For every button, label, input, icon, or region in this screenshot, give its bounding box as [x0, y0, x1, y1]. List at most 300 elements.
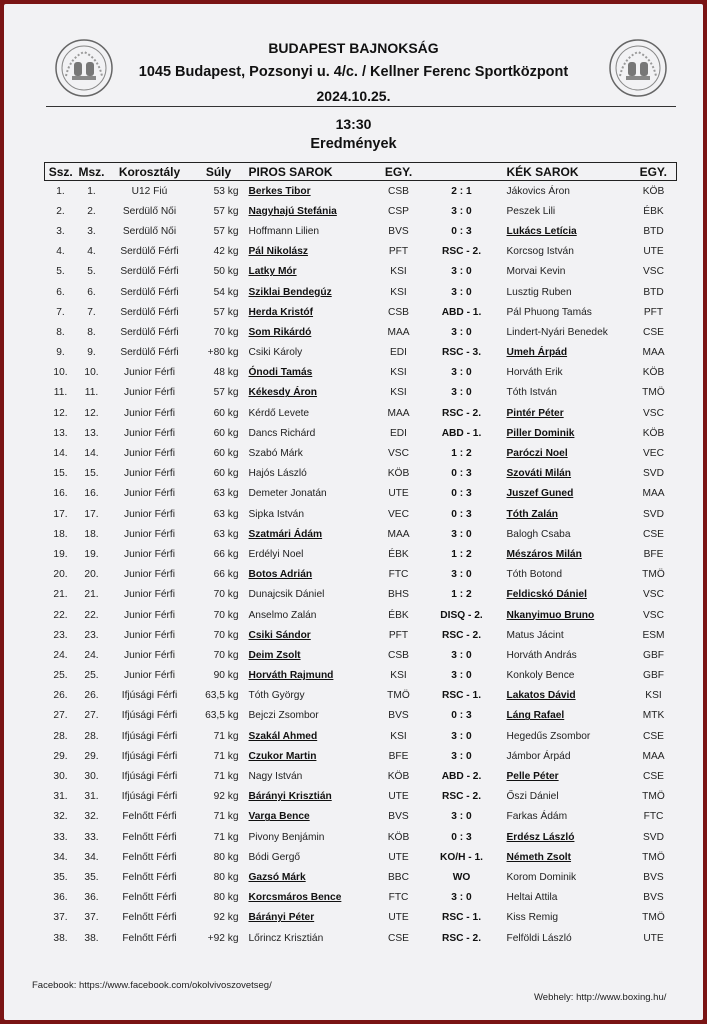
blue-fighter: Jámbor Árpád	[506, 750, 571, 762]
row-age-group: Ifjúsági Férfi	[121, 710, 178, 722]
blue-club: VSC	[643, 589, 664, 601]
row-weight: 54 kg	[213, 286, 239, 298]
blue-fighter: Tóth István	[506, 387, 557, 399]
row-msz: 27.	[84, 710, 99, 722]
blue-fighter: Kiss Remig	[506, 912, 559, 924]
red-club: FTC	[388, 892, 409, 904]
red-fighter	[245, 645, 377, 665]
table-row	[45, 443, 677, 463]
venue-address: 1045 Budapest, Pozsonyi u. 4/c. / Kellner Ferenc Sportközpont	[138, 64, 569, 80]
blue-club: VSC	[643, 609, 664, 621]
bout-result: 3 : 0	[451, 367, 472, 379]
red-fighter: Szabó Márk	[248, 448, 303, 460]
row-weight: 70 kg	[213, 649, 239, 661]
red-club: BFE	[388, 750, 409, 762]
bout-result: ABD - 1.	[441, 427, 482, 439]
row-msz: 12.	[84, 407, 99, 419]
bout-result: KO/H - 1.	[439, 851, 484, 863]
row-weight: 70 kg	[213, 629, 239, 641]
table-row	[45, 363, 677, 383]
row-weight: 60 kg	[213, 407, 239, 419]
blue-fighter: Korom Dominik	[506, 871, 577, 883]
table-row	[45, 423, 677, 443]
website-link[interactable]: Webhely: http://www.boxing.hu/	[534, 992, 667, 1003]
red-club: MAA	[387, 407, 410, 419]
red-fighter: Hoffmann Lilien	[248, 225, 320, 237]
red-fighter: Erdélyi Noel	[248, 548, 304, 560]
bout-result: RSC - 2.	[441, 246, 482, 258]
col-blue-corner: KÉK SAROK	[503, 163, 631, 181]
row-msz: 7.	[87, 306, 96, 318]
winner-name: Feldicskó Dániel	[506, 589, 587, 601]
red-club: KÖB	[387, 771, 410, 783]
row-ssz: 20.	[53, 569, 68, 581]
red-fighter	[245, 181, 377, 202]
row-weight: 70 kg	[213, 589, 239, 601]
red-fighter	[245, 201, 377, 221]
table-row	[45, 282, 677, 302]
row-ssz: 27.	[53, 710, 68, 722]
row-age-group: Junior Férfi	[124, 609, 175, 621]
red-fighter	[245, 524, 377, 544]
winner-name: Botos Adrián	[248, 569, 313, 581]
row-weight: +92 kg	[207, 932, 239, 944]
row-msz: 11.	[84, 387, 99, 399]
row-ssz: 29.	[53, 750, 68, 762]
table-row	[45, 787, 677, 807]
col-red-club: EGY.	[377, 163, 421, 181]
blue-club: GBF	[643, 649, 664, 661]
row-weight: 60 kg	[213, 468, 239, 480]
blue-club: PFT	[643, 306, 664, 318]
row-weight: 70 kg	[213, 609, 239, 621]
row-ssz: 17.	[53, 508, 68, 520]
red-fighter	[245, 888, 377, 908]
red-club: KSI	[390, 730, 407, 742]
blue-club: TMÖ	[642, 569, 665, 581]
row-msz: 15.	[84, 468, 99, 480]
row-msz: 34.	[84, 851, 99, 863]
red-fighter: Bejczi Zsombor	[248, 710, 319, 722]
blue-fighter	[503, 686, 631, 706]
row-age-group: Serdülő Férfi	[120, 266, 179, 278]
red-fighter	[245, 383, 377, 403]
blue-fighter	[503, 343, 631, 363]
row-msz: 10.	[84, 367, 99, 379]
row-msz: 33.	[84, 831, 99, 843]
red-fighter	[245, 363, 377, 383]
row-msz: 13.	[84, 427, 99, 439]
winner-name: Herda Kristóf	[248, 306, 314, 318]
row-age-group: Ifjúsági Férfi	[121, 791, 178, 803]
winner-name: Lakatos Dávid	[506, 690, 576, 702]
winner-name: Szakál Ahmed	[248, 730, 318, 742]
blue-club: GBF	[643, 670, 664, 682]
red-fighter	[245, 666, 377, 686]
table-row	[45, 726, 677, 746]
blue-club: TMÖ	[642, 791, 665, 803]
table-row	[45, 746, 677, 766]
bout-result: 3 : 0	[451, 387, 472, 399]
winner-name: Piller Dominik	[506, 427, 575, 439]
bout-result: RSC - 1.	[441, 912, 482, 924]
blue-club: BVS	[643, 871, 664, 883]
blue-fighter: Morvai Kevin	[506, 266, 566, 278]
bout-result: 1 : 2	[451, 548, 472, 560]
red-club: EDI	[390, 427, 407, 439]
table-row	[45, 504, 677, 524]
red-club: ÉBK	[388, 609, 409, 621]
row-msz: 9.	[87, 347, 96, 359]
table-row	[45, 585, 677, 605]
col-msz: Msz.	[78, 164, 105, 179]
facebook-link[interactable]: Facebook: https://www.facebook.com/okolvivoszovetseg/	[32, 980, 272, 991]
bout-result: ABD - 2.	[441, 771, 482, 783]
blue-club: CSE	[643, 730, 664, 742]
row-age-group: Junior Férfi	[124, 407, 175, 419]
row-age-group: Serdülő Férfi	[120, 347, 179, 359]
blue-club: SVD	[643, 468, 664, 480]
row-ssz: 22.	[53, 609, 68, 621]
table-row	[45, 343, 677, 363]
red-fighter: Pivony Benjámin	[248, 831, 325, 843]
blue-club: ESM	[642, 629, 665, 641]
row-weight: 63,5 kg	[205, 690, 239, 702]
blue-fighter	[503, 706, 631, 726]
blue-club: KÖB	[642, 185, 665, 197]
row-msz: 35.	[84, 871, 99, 883]
row-ssz: 19.	[53, 548, 68, 560]
row-weight: 71 kg	[213, 730, 239, 742]
row-age-group: Serdülő Férfi	[120, 326, 179, 338]
red-club: PFT	[388, 246, 409, 258]
row-msz: 22.	[84, 609, 99, 621]
blue-club: KSI	[645, 690, 662, 702]
col-result	[421, 163, 503, 181]
blue-club: SVD	[643, 831, 664, 843]
blue-club: ÉBK	[643, 205, 664, 217]
winner-name: Paróczi Noel	[506, 448, 568, 460]
blue-club: FTC	[643, 811, 664, 823]
col-weight: Súly	[193, 163, 245, 181]
red-fighter	[245, 746, 377, 766]
row-age-group: Felnőtt Férfi	[122, 871, 177, 883]
winner-name: Szatmári Ádám	[248, 528, 323, 540]
red-club: PFT	[388, 629, 409, 641]
red-club: CSE	[388, 932, 409, 944]
red-fighter: Kérdő Levete	[248, 407, 310, 419]
row-weight: 92 kg	[213, 912, 239, 924]
row-age-group: Felnőtt Férfi	[122, 912, 177, 924]
winner-name: Varga Bence	[248, 811, 310, 823]
row-weight: 66 kg	[213, 569, 239, 581]
row-weight: 63 kg	[213, 528, 239, 540]
red-club: UTE	[388, 851, 409, 863]
red-club: BVS	[388, 811, 409, 823]
winner-name: Deim Zsolt	[248, 649, 301, 661]
table-row	[45, 322, 677, 342]
red-fighter	[245, 787, 377, 807]
table-row	[45, 464, 677, 484]
row-age-group: Junior Férfi	[124, 528, 175, 540]
red-club: EDI	[390, 347, 407, 359]
row-ssz: 11.	[53, 387, 68, 399]
blue-fighter: Őszi Dániel	[506, 791, 559, 803]
winner-name: Bárányi Krisztián	[248, 791, 332, 803]
red-fighter: Bódi Gergő	[248, 851, 301, 863]
row-msz: 5.	[87, 266, 96, 278]
red-fighter: Hajós László	[248, 468, 307, 480]
blue-fighter	[503, 847, 631, 867]
row-ssz: 7.	[56, 306, 65, 318]
blue-club: TMÖ	[642, 851, 665, 863]
row-ssz: 13.	[53, 427, 68, 439]
row-age-group: Junior Férfi	[124, 488, 175, 500]
row-age-group: Felnőtt Férfi	[122, 831, 177, 843]
bout-result: 0 : 3	[451, 508, 472, 520]
bout-result: 1 : 2	[451, 448, 472, 460]
red-club: KÖB	[387, 468, 410, 480]
bout-result: ABD - 1.	[441, 306, 482, 318]
col-blue-club: EGY.	[631, 163, 677, 181]
row-weight: 48 kg	[213, 367, 239, 379]
row-msz: 29.	[84, 750, 99, 762]
row-msz: 14.	[84, 448, 99, 460]
row-weight: 60 kg	[213, 448, 239, 460]
row-age-group: Felnőtt Férfi	[122, 932, 177, 944]
bout-result: 0 : 3	[451, 831, 472, 843]
row-ssz: 33.	[53, 831, 68, 843]
row-ssz: 21.	[53, 589, 68, 601]
row-ssz: 37.	[53, 912, 68, 924]
blue-fighter: Jákovics Áron	[506, 185, 570, 197]
bout-result: 3 : 0	[451, 670, 472, 682]
col-ssz: Ssz.	[45, 163, 77, 181]
bout-result: 2 : 1	[451, 185, 472, 197]
table-row	[45, 645, 677, 665]
table-row	[45, 201, 677, 221]
red-club: UTE	[388, 791, 409, 803]
row-ssz: 35.	[53, 871, 68, 883]
row-age-group: Junior Férfi	[124, 367, 175, 379]
bout-result: 1 : 2	[451, 589, 472, 601]
row-msz: 3.	[87, 225, 96, 237]
row-weight: 42 kg	[213, 246, 239, 258]
blue-club: TMÖ	[642, 912, 665, 924]
blue-fighter: Balogh Csaba	[506, 528, 571, 540]
table-row	[45, 383, 677, 403]
row-age-group: Felnőtt Férfi	[122, 851, 177, 863]
red-fighter	[245, 807, 377, 827]
red-fighter	[245, 282, 377, 302]
blue-fighter	[503, 585, 631, 605]
table-row	[45, 827, 677, 847]
blue-club: UTE	[643, 932, 664, 944]
row-ssz: 30.	[53, 771, 68, 783]
red-club: BVS	[388, 225, 409, 237]
blue-club: VSC	[643, 266, 664, 278]
bout-result: 0 : 3	[451, 488, 472, 500]
table-row	[45, 302, 677, 322]
blue-club: CSE	[643, 771, 664, 783]
row-msz: 17.	[84, 508, 99, 520]
bout-result: RSC - 1.	[441, 690, 482, 702]
row-age-group: Serdülő Női	[122, 205, 177, 217]
table-row	[45, 686, 677, 706]
red-club: BBC	[388, 871, 409, 883]
bout-result: 3 : 0	[451, 750, 472, 762]
results-sheet	[4, 4, 703, 1020]
bout-result: RSC - 2.	[441, 407, 482, 419]
blue-club: TMÖ	[642, 387, 665, 399]
row-age-group: Ifjúsági Férfi	[121, 690, 178, 702]
row-msz: 16.	[84, 488, 99, 500]
bout-result: 0 : 3	[451, 225, 472, 237]
row-ssz: 4.	[56, 246, 65, 258]
row-msz: 21.	[84, 589, 99, 601]
row-ssz: 8.	[56, 326, 65, 338]
winner-name: Korcsmáros Bence	[248, 892, 342, 904]
red-fighter: Sipka István	[248, 508, 304, 520]
row-msz: 30.	[84, 771, 99, 783]
red-fighter	[245, 242, 377, 262]
blue-fighter: Pál Phuong Tamás	[506, 306, 592, 318]
row-ssz: 23.	[53, 629, 68, 641]
bout-result: 3 : 0	[451, 205, 472, 217]
row-msz: 37.	[84, 912, 99, 924]
winner-name: Erdész László	[506, 831, 575, 843]
red-fighter	[245, 908, 377, 928]
event-date: 2024.10.25.	[316, 88, 391, 104]
bout-result: RSC - 2.	[441, 932, 482, 944]
winner-name: Pál Nikolász	[248, 246, 308, 258]
winner-name: Berkes Tibor	[248, 185, 311, 197]
blue-fighter: Heltai Attila	[506, 892, 558, 904]
row-age-group: Serdülő Férfi	[120, 306, 179, 318]
row-age-group: Felnőtt Férfi	[122, 892, 177, 904]
blue-fighter	[503, 504, 631, 524]
red-club: CSB	[388, 185, 409, 197]
red-fighter: Dancs Richárd	[248, 427, 316, 439]
row-weight: 80 kg	[213, 892, 239, 904]
bout-result: RSC - 2.	[441, 629, 482, 641]
row-ssz: 1.	[56, 185, 65, 197]
red-fighter: Lőrincz Krisztián	[248, 932, 324, 944]
table-row	[45, 847, 677, 867]
row-ssz: 15.	[53, 468, 68, 480]
blue-club: MTK	[642, 710, 665, 722]
red-club: UTE	[388, 912, 409, 924]
row-ssz: 18.	[53, 528, 68, 540]
red-club: VEC	[388, 508, 409, 520]
winner-name: Csiki Sándor	[248, 629, 311, 641]
table-row	[45, 888, 677, 908]
row-age-group: Ifjúsági Férfi	[121, 771, 178, 783]
row-ssz: 34.	[53, 851, 68, 863]
winner-name: Lukács Letícia	[506, 225, 577, 237]
row-msz: 2.	[87, 205, 96, 217]
row-weight: 60 kg	[213, 427, 239, 439]
bout-result: 3 : 0	[451, 266, 472, 278]
row-age-group: Serdülő Női	[122, 225, 177, 237]
row-msz: 36.	[84, 892, 99, 904]
blue-club: MAA	[642, 488, 665, 500]
row-weight: 92 kg	[213, 791, 239, 803]
red-club: BVS	[388, 710, 409, 722]
row-age-group: U12 Fiú	[131, 185, 168, 197]
table-row	[45, 565, 677, 585]
row-msz: 1.	[87, 185, 96, 197]
red-fighter	[245, 322, 377, 342]
blue-club: UTE	[643, 246, 664, 258]
blue-fighter	[503, 484, 631, 504]
row-age-group: Junior Férfi	[124, 508, 175, 520]
blue-fighter: Lusztig Ruben	[506, 286, 572, 298]
blue-fighter: Konkoly Bence	[506, 670, 575, 682]
row-weight: 63 kg	[213, 508, 239, 520]
row-age-group: Ifjúsági Férfi	[121, 730, 178, 742]
row-age-group: Junior Férfi	[124, 589, 175, 601]
bout-result: 3 : 0	[451, 730, 472, 742]
row-ssz: 3.	[56, 225, 65, 237]
blue-fighter	[503, 423, 631, 443]
winner-name: Ónodi Tamás	[248, 367, 313, 379]
header-divider	[46, 106, 676, 107]
row-age-group: Junior Férfi	[124, 629, 175, 641]
row-age-group: Junior Férfi	[124, 468, 175, 480]
winner-name: Umeh Árpád	[506, 347, 568, 359]
blue-club: MAA	[642, 750, 665, 762]
winner-name: Som Rikárdó	[248, 326, 312, 338]
row-msz: 23.	[84, 629, 99, 641]
row-msz: 38.	[84, 932, 99, 944]
table-row	[45, 766, 677, 786]
row-ssz: 14.	[53, 448, 68, 460]
row-age-group: Junior Férfi	[124, 670, 175, 682]
row-weight: 90 kg	[213, 670, 239, 682]
winner-name: Latky Mór	[248, 266, 297, 278]
blue-fighter	[503, 827, 631, 847]
blue-club: VSC	[643, 407, 664, 419]
red-club: UTE	[388, 488, 409, 500]
blue-fighter: Tóth Botond	[506, 569, 563, 581]
row-msz: 24.	[84, 649, 99, 661]
table-row	[45, 807, 677, 827]
red-club: KSI	[390, 387, 407, 399]
row-age-group: Serdülő Férfi	[120, 286, 179, 298]
winner-name: Bárányi Péter	[248, 912, 315, 924]
winner-name: Horváth Rajmund	[248, 670, 334, 682]
table-row	[45, 625, 677, 645]
table-row	[45, 605, 677, 625]
event-time: 13:30	[335, 116, 372, 132]
col-red-corner: PIROS SAROK	[245, 163, 377, 181]
results-heading: Eredmények	[310, 136, 397, 152]
bout-result: 3 : 0	[451, 326, 472, 338]
bout-result: 3 : 0	[451, 811, 472, 823]
row-weight: 66 kg	[213, 548, 239, 560]
blue-club: KÖB	[642, 427, 665, 439]
row-age-group: Junior Férfi	[124, 649, 175, 661]
blue-club: BTD	[643, 286, 664, 298]
bout-result: 3 : 0	[451, 569, 472, 581]
red-club: CSP	[388, 205, 409, 217]
table-row	[45, 484, 677, 504]
red-club: KSI	[390, 286, 407, 298]
red-fighter: Tóth György	[248, 690, 305, 702]
winner-name: Gazsó Márk	[248, 871, 306, 883]
blue-club: KÖB	[642, 367, 665, 379]
